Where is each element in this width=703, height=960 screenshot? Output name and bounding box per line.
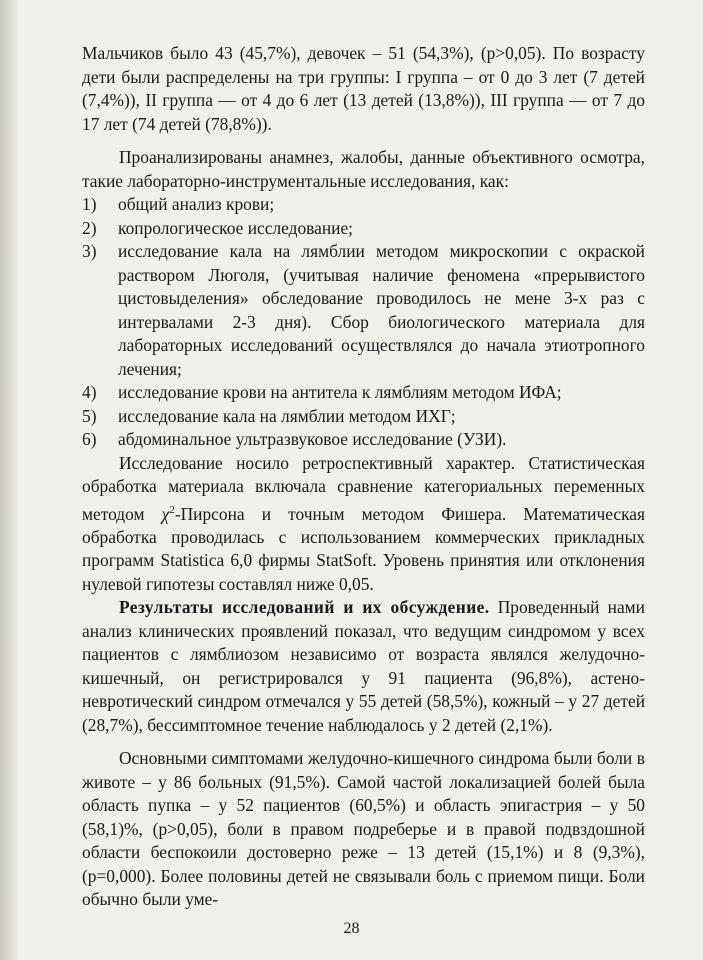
paragraph-results [82,596,645,737]
results-heading: Результаты исследований и их обсуждение. [119,597,490,618]
list-item [82,405,645,429]
statistics-text-start: Исследование носило ретроспективный характер. Статистическая обработка материала включала сравнение категориальных переменных методом [82,452,645,524]
chi-superscript: 2 [169,503,175,516]
list-item [82,381,645,405]
list-item-number: 5) [82,405,97,426]
results-text: Проведенный нами анализ клинических проявлений показал, что ведущим синдромом у всех пациентов с лямблиозом независимо от возраста являлся желудочно-кишечный, он регистрировался у 91 пациента (96,8%), астено-невротический синдром отмечался у 55 детей (58,5%), кожный – у 27 детей (28,7%), бессимптомное течение наблюдалось у 2 детей (2,1%). [82,597,645,735]
list-item-text: исследование кала на лямблии методом ИХГ; [118,405,456,426]
list-item-text: исследование крови на антитела к лямблиям методом ИФА; [118,382,562,402]
list-item-number: 6) [82,429,97,449]
methods-list [82,193,645,452]
paragraph-methods-intro: Проанализированы анамнез, жалобы, данные объективного осмотра, такие лабораторно-инструментальные исследования, как: [82,147,645,191]
list-item-text: исследование кала на лямблии методом микроскопии с окраской раствором Люголя, (учитывая наличие феномена «прерывистого цистовыделения» обследование проводилось не мене 3-х раз с интервалами 2-3 дня). Сбор биологического материала для лабораторных исследований осуществлялся до начала этиотропного лечения; [118,241,645,379]
chi-symbol: χ [161,503,170,524]
list-item-text: абдоминальное ультразвуковое исследование (УЗИ). [118,429,507,449]
list-item [82,217,645,241]
list-item-number: 3) [82,241,97,261]
list-item-number: 2) [82,217,97,238]
list-item [82,240,645,381]
paragraph-statistics [82,452,645,597]
paragraph-demographics: Мальчиков было 43 (45,7%), девочек – 51 (54,3%), (р>0,05). По возрасту дети были распределены на три группы: I группа – от 0 до 3 лет (7 детей (7,4%)), II группа — от 4 до 6 лет (13 детей (13,8%)), III группа — от 7 до 17 лет (74 детей (78,8%)). [82,43,645,134]
list-item [82,428,645,452]
list-item-number: 4) [82,382,97,402]
statistics-text-end: -Пирсона и точным методом Фишера. Математическая обработка проводилась с использованием коммерческих прикладных программ Statistica 6,0 фирмы StatSoft. Уровень принятия или отклонения нулевой гипотезы составлял ниже 0,05. [82,503,646,594]
list-item [82,193,645,217]
paragraph-symptoms: Основными симптомами желудочно-кишечного синдрома были боли в животе – у 86 больных (91,5%). Самой частой локализацией болей была область пупка – у 52 пациентов (60,5%) и область эпигастрия – у 50 (58,1)%, (р>0,05), боли в правом подреберье и в правой подвздошной области беспокоили достоверно реже – 13 детей (15,1%) и 8 (9,3%), (р=0,000). Более половины детей не связывали боль с приемом пищи. Боли обычно были уме- [82,748,645,910]
list-item-number: 1) [82,194,97,214]
page-number: 28 [343,920,360,937]
list-item-text: общий анализ крови; [118,194,275,214]
list-item-text: копрологическое исследование; [118,217,354,238]
